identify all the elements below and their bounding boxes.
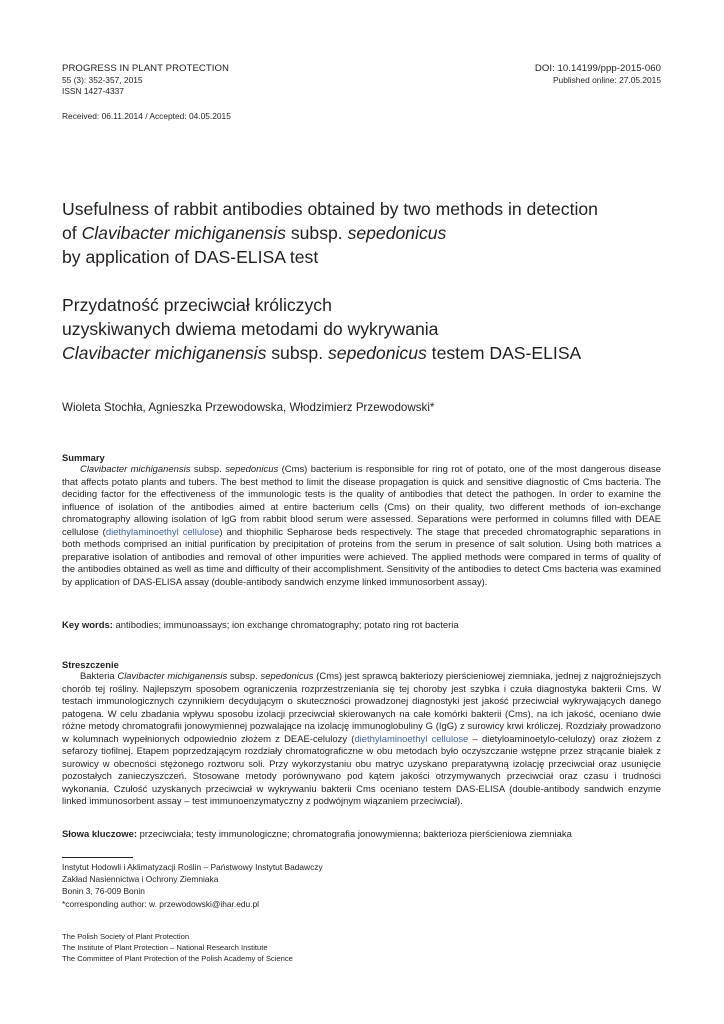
affiliation-line-1: Instytut Hodowli i Aklimatyzacji Roślin – Państwowy Instytut Badawczy	[62, 862, 323, 872]
journal-header-left	[62, 63, 402, 97]
journal-name: PROGRESS IN PLANT PROTECTION	[62, 63, 230, 74]
society-line-3: The Committee of Plant Protection of the Polish Academy of Science	[62, 953, 293, 963]
slowa-kluczowe	[62, 829, 661, 841]
subspecies-name: sepedonicus	[328, 343, 427, 363]
title-english	[62, 197, 682, 269]
affiliation-line-2: Zakład Nasiennictwa i Ochrony Ziemniaka	[62, 874, 219, 885]
published-date: Published online: 27.05.2015	[552, 75, 661, 85]
streszczenie-heading: Streszczenie	[62, 659, 119, 670]
corresponding-author: *corresponding author: w. przewodowski@ihar.edu.pl	[62, 898, 260, 909]
doi: DOI: 10.14199/ppp-2015-060	[534, 63, 661, 74]
title-pl-line-3: Clavibacter michiganensis subsp. sepedonicus testem DAS-ELISA	[62, 343, 582, 363]
issn: ISSN 1427-4337	[62, 86, 124, 96]
affiliation-footnote	[62, 861, 323, 910]
species-name: Clavibacter michiganensis	[62, 343, 267, 363]
title-line-1: Usefulness of rabbit antibodies obtained by two methods in detection	[62, 199, 598, 219]
affiliation-line-3: Bonin 3, 76-009 Bonin	[62, 886, 145, 897]
footnote-divider	[62, 857, 133, 858]
title-pl-line-1: Przydatność przeciwciał króliczych	[62, 295, 332, 315]
streszczenie-section	[62, 659, 661, 809]
received-accepted: Received: 06.11.2014 / Accepted: 04.05.2015	[62, 111, 231, 121]
title-pl-line-2: uzyskiwanych dwiema metodami do wykrywania	[62, 319, 439, 339]
journal-header-right	[361, 63, 661, 86]
title-line-3: by application of DAS-ELISA test	[62, 247, 319, 267]
volume-pages: 55 (3): 352-357, 2015	[62, 75, 143, 85]
keywords-text: antibodies; immunoassays; ion exchange chromatography; potato ring rot bacteria	[112, 620, 459, 631]
slowa-kluczowe-text: przeciwciała; testy immunologiczne; chromatografia jonowymienna; bakterioza pierścieniowa ziemniaka	[137, 829, 572, 840]
summary-text: Clavibacter michiganensis subsp. sepedonicus (Cms) bacterium is responsible for ring rot of potato, one of the most dangerous disease that affects potato plants and tubers. The best method to limit the disease propagation is quick and sensitive diagnostic of Cms bacteria. The deciding factor for the effectiveness of the immunologic tests is the quality of antibodies that detect the pathogen. In order to examine the influence of isolation of the antibodies aimed at entire bacterium cells (Cms) on their quality, two different methods of ion-exchange chromatography allowing isolation of IgG from rabbit blood serum were assessed. Separations were performed in columns filled with DEAE cellulose (diethylaminoethyl cellulose) and thiophilic Sepharose beds respectively. The stage that preceded chromatographic separations in both methods comprised an initial purification by precipitation of proteins from the serum in presence of salt solution. Using both matrices a preparative isolation of antibodies and removal of other impurities were achieved. The applied methods were compared in terms of quality of the antibodies obtained as well as time and difficulty of their accomplishment. Sensitivity of the antibodies to detect Cms bacteria was examined by application of DAS-ELISA assay (double-antibody sandwich enzyme linked immunosorbent assay).	[62, 464, 661, 588]
streszczenie-text: Bakteria Clavibacter michiganensis subsp. sepedonicus (Cms) jest sprawcą bakteriozy pierścieniowej ziemniaka, jednej z najgroźniejszych chorób tej rośliny. Najlepszym sposobem ograniczenia rozprzestrzeniania się tej choroby jest szybka i czuła diagnostyka bakterii Cms. W testach immunologicznych czynnikiem decydującym o skuteczności prowadzonej diagnostyki jest jakość przeciwciał wykrywających danego patogena. W celu zbadania wpływu sposobu izolacji przeciwciał skierowanych na całe komórki bakterii (Cms), na ich jakość, oceniano dwie różne metody chromatografii jonowymiennej pozwalające na izolację immunoglobuliny G (IgG) z surowicy krwi króliczej. Rozdziały prowadzono w kolumnach wypełnionych odpowiednio złożem z DEAE-celulozy (diethylaminoethyl cellulose – dietyloaminoetylo-celulozy) oraz złożem z sefarozy tiofilnej. Etapem poprzedzającym rozdziały chromatograficzne w obu metodach było oczyszczanie wstępne przez strącanie białek z surowicy w obecności stężonego roztworu soli. Przy wykorzystaniu obu matryc uzyskano preparatywną izolację przeciwciał oraz usunięcie pozostałych zanieczyszczeń. Stosowane metody porównywano pod kątem jakości otrzymywanych przeciwciał oraz czasu i trudności wykonania. Czułość uzyskanych przeciwciał w wykrywaniu bakterii Cms oceniano testem DAS-ELISA (double-antibody sandwich enzyme linked immunosorbent assay – test immunoenzymatyczny z podwójnym wiązaniem przeciwciał).	[62, 671, 661, 808]
publisher-societies	[62, 932, 293, 964]
keywords-label: Key words:	[62, 620, 113, 631]
summary-heading: Summary	[62, 452, 105, 463]
slowa-kluczowe-label: Słowa kluczowe:	[62, 829, 137, 840]
species-name: Clavibacter michiganensis	[81, 223, 286, 243]
authors: Wioleta Stochła, Agnieszka Przewodowska, Włodzimierz Przewodowski*	[62, 401, 435, 414]
society-line-1: The Polish Society of Plant Protection	[62, 932, 190, 941]
subspecies-name: sepedonicus	[347, 223, 447, 243]
keywords	[62, 620, 661, 632]
title-polish	[62, 293, 682, 365]
society-line-2: The Institute of Plant Protection – National Research Institute	[62, 942, 268, 952]
summary-section	[62, 452, 661, 589]
title-line-2: of Clavibacter michiganensis subsp. sepedonicus	[62, 223, 447, 243]
